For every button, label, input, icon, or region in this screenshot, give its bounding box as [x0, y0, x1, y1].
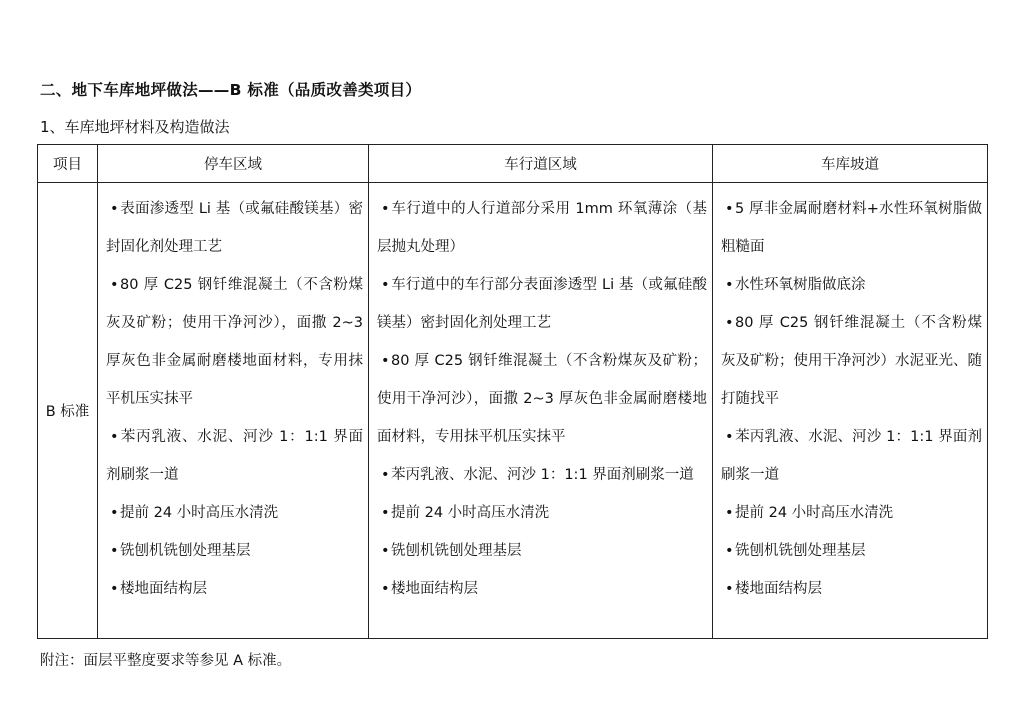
bullet-icon: •	[110, 505, 119, 521]
list-item	[106, 190, 363, 266]
list-item	[721, 570, 982, 608]
bullet-icon: •	[725, 277, 734, 293]
list-item-text: 车行道中的车行部分表面渗透型 Li 基（或氟硅酸镁基）密封固化剂处理工艺	[377, 277, 707, 331]
header-garage-ramp: 车库坡道	[713, 145, 988, 183]
list-item	[106, 532, 363, 570]
list-item	[377, 494, 707, 532]
bullet-icon: •	[110, 581, 119, 597]
list-item	[106, 570, 363, 608]
sub-title: 1、车库地坪材料及构造做法	[40, 118, 230, 136]
list-item-text: 铣刨机铣刨处理基层	[120, 543, 251, 559]
bullet-icon: •	[381, 467, 390, 483]
list-item-text: 提前 24 小时高压水清洗	[391, 505, 550, 521]
list-item-text: 苯丙乳液、水泥、河沙 1：1:1 界面剂刷浆一道	[106, 429, 363, 483]
bullet-icon: •	[725, 201, 734, 217]
header-item: 项目	[38, 145, 98, 183]
list-item-text: 楼地面结构层	[735, 581, 822, 597]
bullet-icon: •	[110, 277, 119, 293]
bullet-icon: •	[381, 201, 390, 217]
header-parking-area: 停车区域	[98, 145, 369, 183]
bullet-icon: •	[110, 429, 119, 445]
list-item	[721, 494, 982, 532]
list-item-text: 水性环氧树脂做底涂	[735, 277, 866, 293]
list-item-text: 苯丙乳液、水泥、河沙 1：1:1 界面剂刷浆一道	[391, 467, 694, 483]
list-item	[721, 190, 982, 266]
list-item-text: 提前 24 小时高压水清洗	[735, 505, 894, 521]
table-row	[38, 183, 988, 639]
row-label-b-standard: B 标准	[38, 183, 98, 639]
list-item	[377, 456, 707, 494]
list-item-text: 楼地面结构层	[391, 581, 478, 597]
list-item-text: 表面渗透型 Li 基（或氟硅酸镁基）密封固化剂处理工艺	[106, 201, 363, 255]
list-item	[721, 532, 982, 570]
bullet-icon: •	[381, 353, 390, 369]
list-item	[377, 266, 707, 342]
list-item	[106, 266, 363, 418]
list-item-text: 5 厚非金属耐磨材料+水性环氧树脂做粗糙面	[721, 201, 982, 255]
bullet-icon: •	[381, 277, 390, 293]
bullet-icon: •	[725, 543, 734, 559]
bullet-icon: •	[725, 505, 734, 521]
spec-table	[37, 144, 988, 639]
bullet-icon: •	[725, 581, 734, 597]
list-item	[377, 190, 707, 266]
bullet-icon: •	[725, 429, 734, 445]
bullet-icon: •	[725, 315, 734, 331]
bullet-icon: •	[381, 505, 390, 521]
list-item	[106, 418, 363, 494]
header-driveway-area: 车行道区域	[369, 145, 713, 183]
list-item	[377, 342, 707, 456]
cell-driveway	[369, 183, 713, 639]
footnote: 附注：面层平整度要求等参见 A 标准。	[40, 653, 292, 669]
cell-parking	[98, 183, 369, 639]
list-item	[377, 570, 707, 608]
bullet-icon: •	[381, 543, 390, 559]
list-item	[721, 418, 982, 494]
list-item-text: 80 厚 C25 钢钎维混凝土（不含粉煤灰及矿粉；使用干净河沙），面撒 2~3 厚灰色非金属耐磨楼地面材料，专用抹平机压实抹平	[106, 277, 363, 407]
table-header-row	[38, 145, 988, 183]
list-item-text: 苯丙乳液、水泥、河沙 1：1:1 界面剂刷浆一道	[721, 429, 982, 483]
cell-ramp	[713, 183, 988, 639]
list-item	[721, 266, 982, 304]
list-item	[106, 494, 363, 532]
section-title: 二、地下车库地坪做法——B 标准（品质改善类项目）	[40, 81, 422, 99]
list-item	[721, 304, 982, 418]
list-item	[377, 532, 707, 570]
bullet-icon: •	[110, 543, 119, 559]
list-item-text: 80 厚 C25 钢钎维混凝土（不含粉煤灰及矿粉；使用干净河沙），面撒 2~3 厚灰色非金属耐磨楼地面材料，专用抹平机压实抹平	[377, 353, 707, 445]
bullet-icon: •	[381, 581, 390, 597]
list-item-text: 铣刨机铣刨处理基层	[735, 543, 866, 559]
list-item-text: 铣刨机铣刨处理基层	[391, 543, 522, 559]
list-item-text: 车行道中的人行道部分采用 1mm 环氧薄涂（基层抛丸处理）	[377, 201, 707, 255]
bullet-icon: •	[110, 201, 119, 217]
list-item-text: 提前 24 小时高压水清洗	[120, 505, 279, 521]
list-item-text: 楼地面结构层	[120, 581, 207, 597]
list-item-text: 80 厚 C25 钢钎维混凝土（不含粉煤灰及矿粉；使用干净河沙）水泥亚光、随打随找平	[721, 315, 982, 407]
